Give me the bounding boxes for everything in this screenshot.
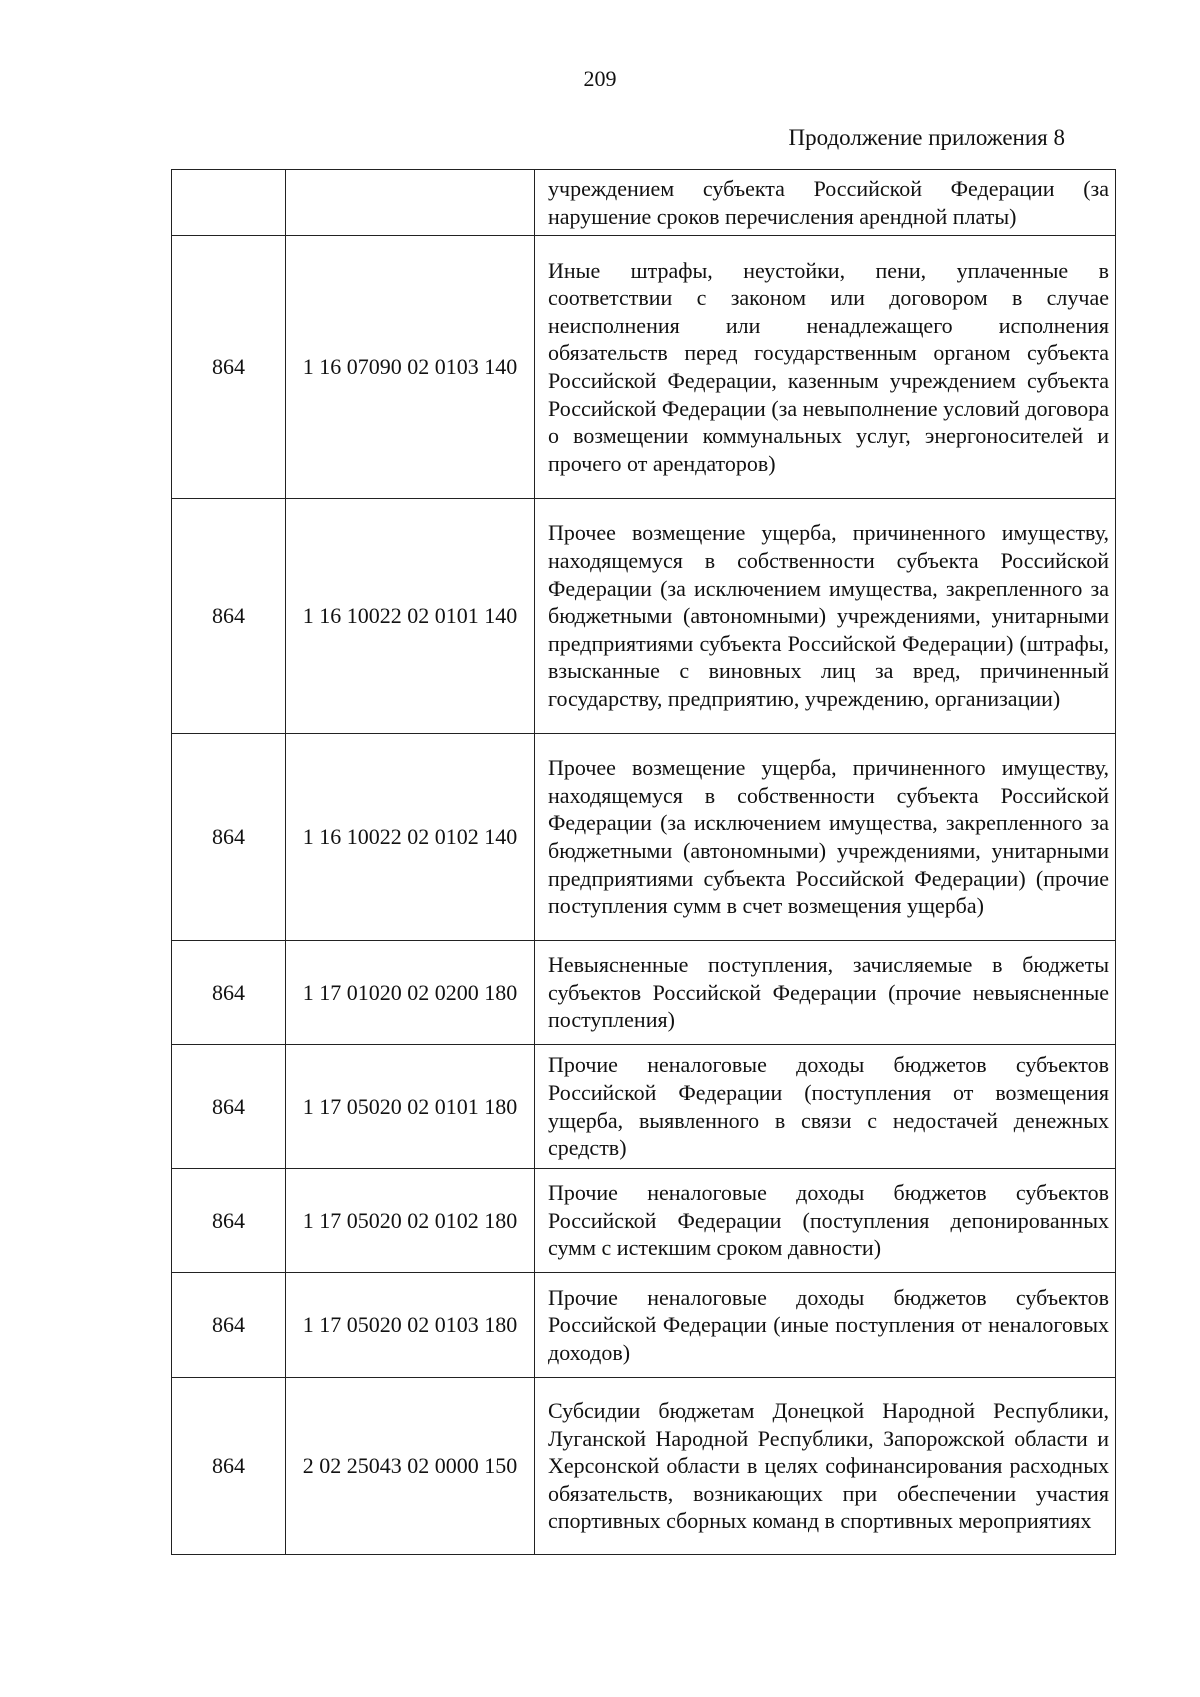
table-row <box>172 1273 1116 1378</box>
admin-code-cell: 864 <box>172 1273 286 1378</box>
income-name-cell: Иные штрафы, неустойки, пени, уплаченные в соответствии с законом или договором в случае неисполнения или ненадлежащего исполнения обязательств перед государственным органом субъекта Российской Федерации, казенным учреждением субъекта Российской Федерации (за невыполнение условий договора о возмещении коммунальных услуг, энергоносителей и прочего от арендаторов) <box>535 236 1116 499</box>
appendix-note: Продолжение приложения 8 <box>788 125 1065 150</box>
admin-code-cell: 864 <box>172 734 286 941</box>
income-name-cell: Невыясненные поступления, зачисляемые в бюджеты субъектов Российской Федерации (прочие невыясненные поступления) <box>535 941 1116 1045</box>
income-name-cell: Субсидии бюджетам Донецкой Народной Республики, Луганской Народной Республики, Запорожской области и Херсонской области в целях софинансирования расходных обязательств, возникающих при обеспечении участия спортивных сборных команд в спортивных мероприятиях <box>535 1378 1116 1555</box>
budget-code-cell: 1 17 05020 02 0101 180 <box>286 1045 535 1169</box>
budget-code-cell: 1 16 10022 02 0102 140 <box>286 734 535 941</box>
table-row <box>172 941 1116 1045</box>
admin-code-cell: 864 <box>172 1045 286 1169</box>
admin-code-cell: 864 <box>172 236 286 499</box>
admin-code-cell: 864 <box>172 941 286 1045</box>
budget-code-cell: 1 17 05020 02 0103 180 <box>286 1273 535 1378</box>
income-name-cell: Прочие неналоговые доходы бюджетов субъектов Российской Федерации (поступления депонированных сумм с истекшим сроком давности) <box>535 1169 1116 1273</box>
page-number: 209 <box>583 66 617 91</box>
table-row <box>172 734 1116 941</box>
income-name-cell: Прочее возмещение ущерба, причиненного имуществу, находящемуся в собственности субъекта Российской Федерации (за исключением имущества, закрепленного за бюджетными (автономными) учреждениями, унитарными предприятиями субъекта Российской Федерации) (прочие поступления сумм в счет возмещения ущерба) <box>535 734 1116 941</box>
budget-code-cell: 1 17 01020 02 0200 180 <box>286 941 535 1045</box>
budget-code-cell: 2 02 25043 02 0000 150 <box>286 1378 535 1555</box>
budget-code-cell <box>286 170 535 236</box>
admin-code-cell: 864 <box>172 1169 286 1273</box>
table-row <box>172 499 1116 734</box>
table-row <box>172 1169 1116 1273</box>
table-row <box>172 1378 1116 1555</box>
admin-code-cell: 864 <box>172 499 286 734</box>
income-name-cell: Прочие неналоговые доходы бюджетов субъектов Российской Федерации (поступления от возмещения ущерба, выявленного в связи с недостачей денежных средств) <box>535 1045 1116 1169</box>
income-name-cell: Прочее возмещение ущерба, причиненного имуществу, находящемуся в собственности субъекта Российской Федерации (за исключением имущества, закрепленного за бюджетными (автономными) учреждениями, унитарными предприятиями субъекта Российской Федерации) (штрафы, взысканные с виновных лиц за вред, причиненный государству, предприятию, учреждению, организации) <box>535 499 1116 734</box>
table-row <box>172 236 1116 499</box>
table-row <box>172 170 1116 236</box>
income-name-cell: учреждением субъекта Российской Федерации (за нарушение сроков перечисления арендной платы) <box>535 170 1116 236</box>
budget-code-cell: 1 16 07090 02 0103 140 <box>286 236 535 499</box>
admin-code-cell: 864 <box>172 1378 286 1555</box>
income-name-cell: Прочие неналоговые доходы бюджетов субъектов Российской Федерации (иные поступления от неналоговых доходов) <box>535 1273 1116 1378</box>
budget-code-cell: 1 17 05020 02 0102 180 <box>286 1169 535 1273</box>
admin-code-cell <box>172 170 286 236</box>
budget-code-cell: 1 16 10022 02 0101 140 <box>286 499 535 734</box>
table-row <box>172 1045 1116 1169</box>
budget-codes-table <box>171 169 1116 1555</box>
